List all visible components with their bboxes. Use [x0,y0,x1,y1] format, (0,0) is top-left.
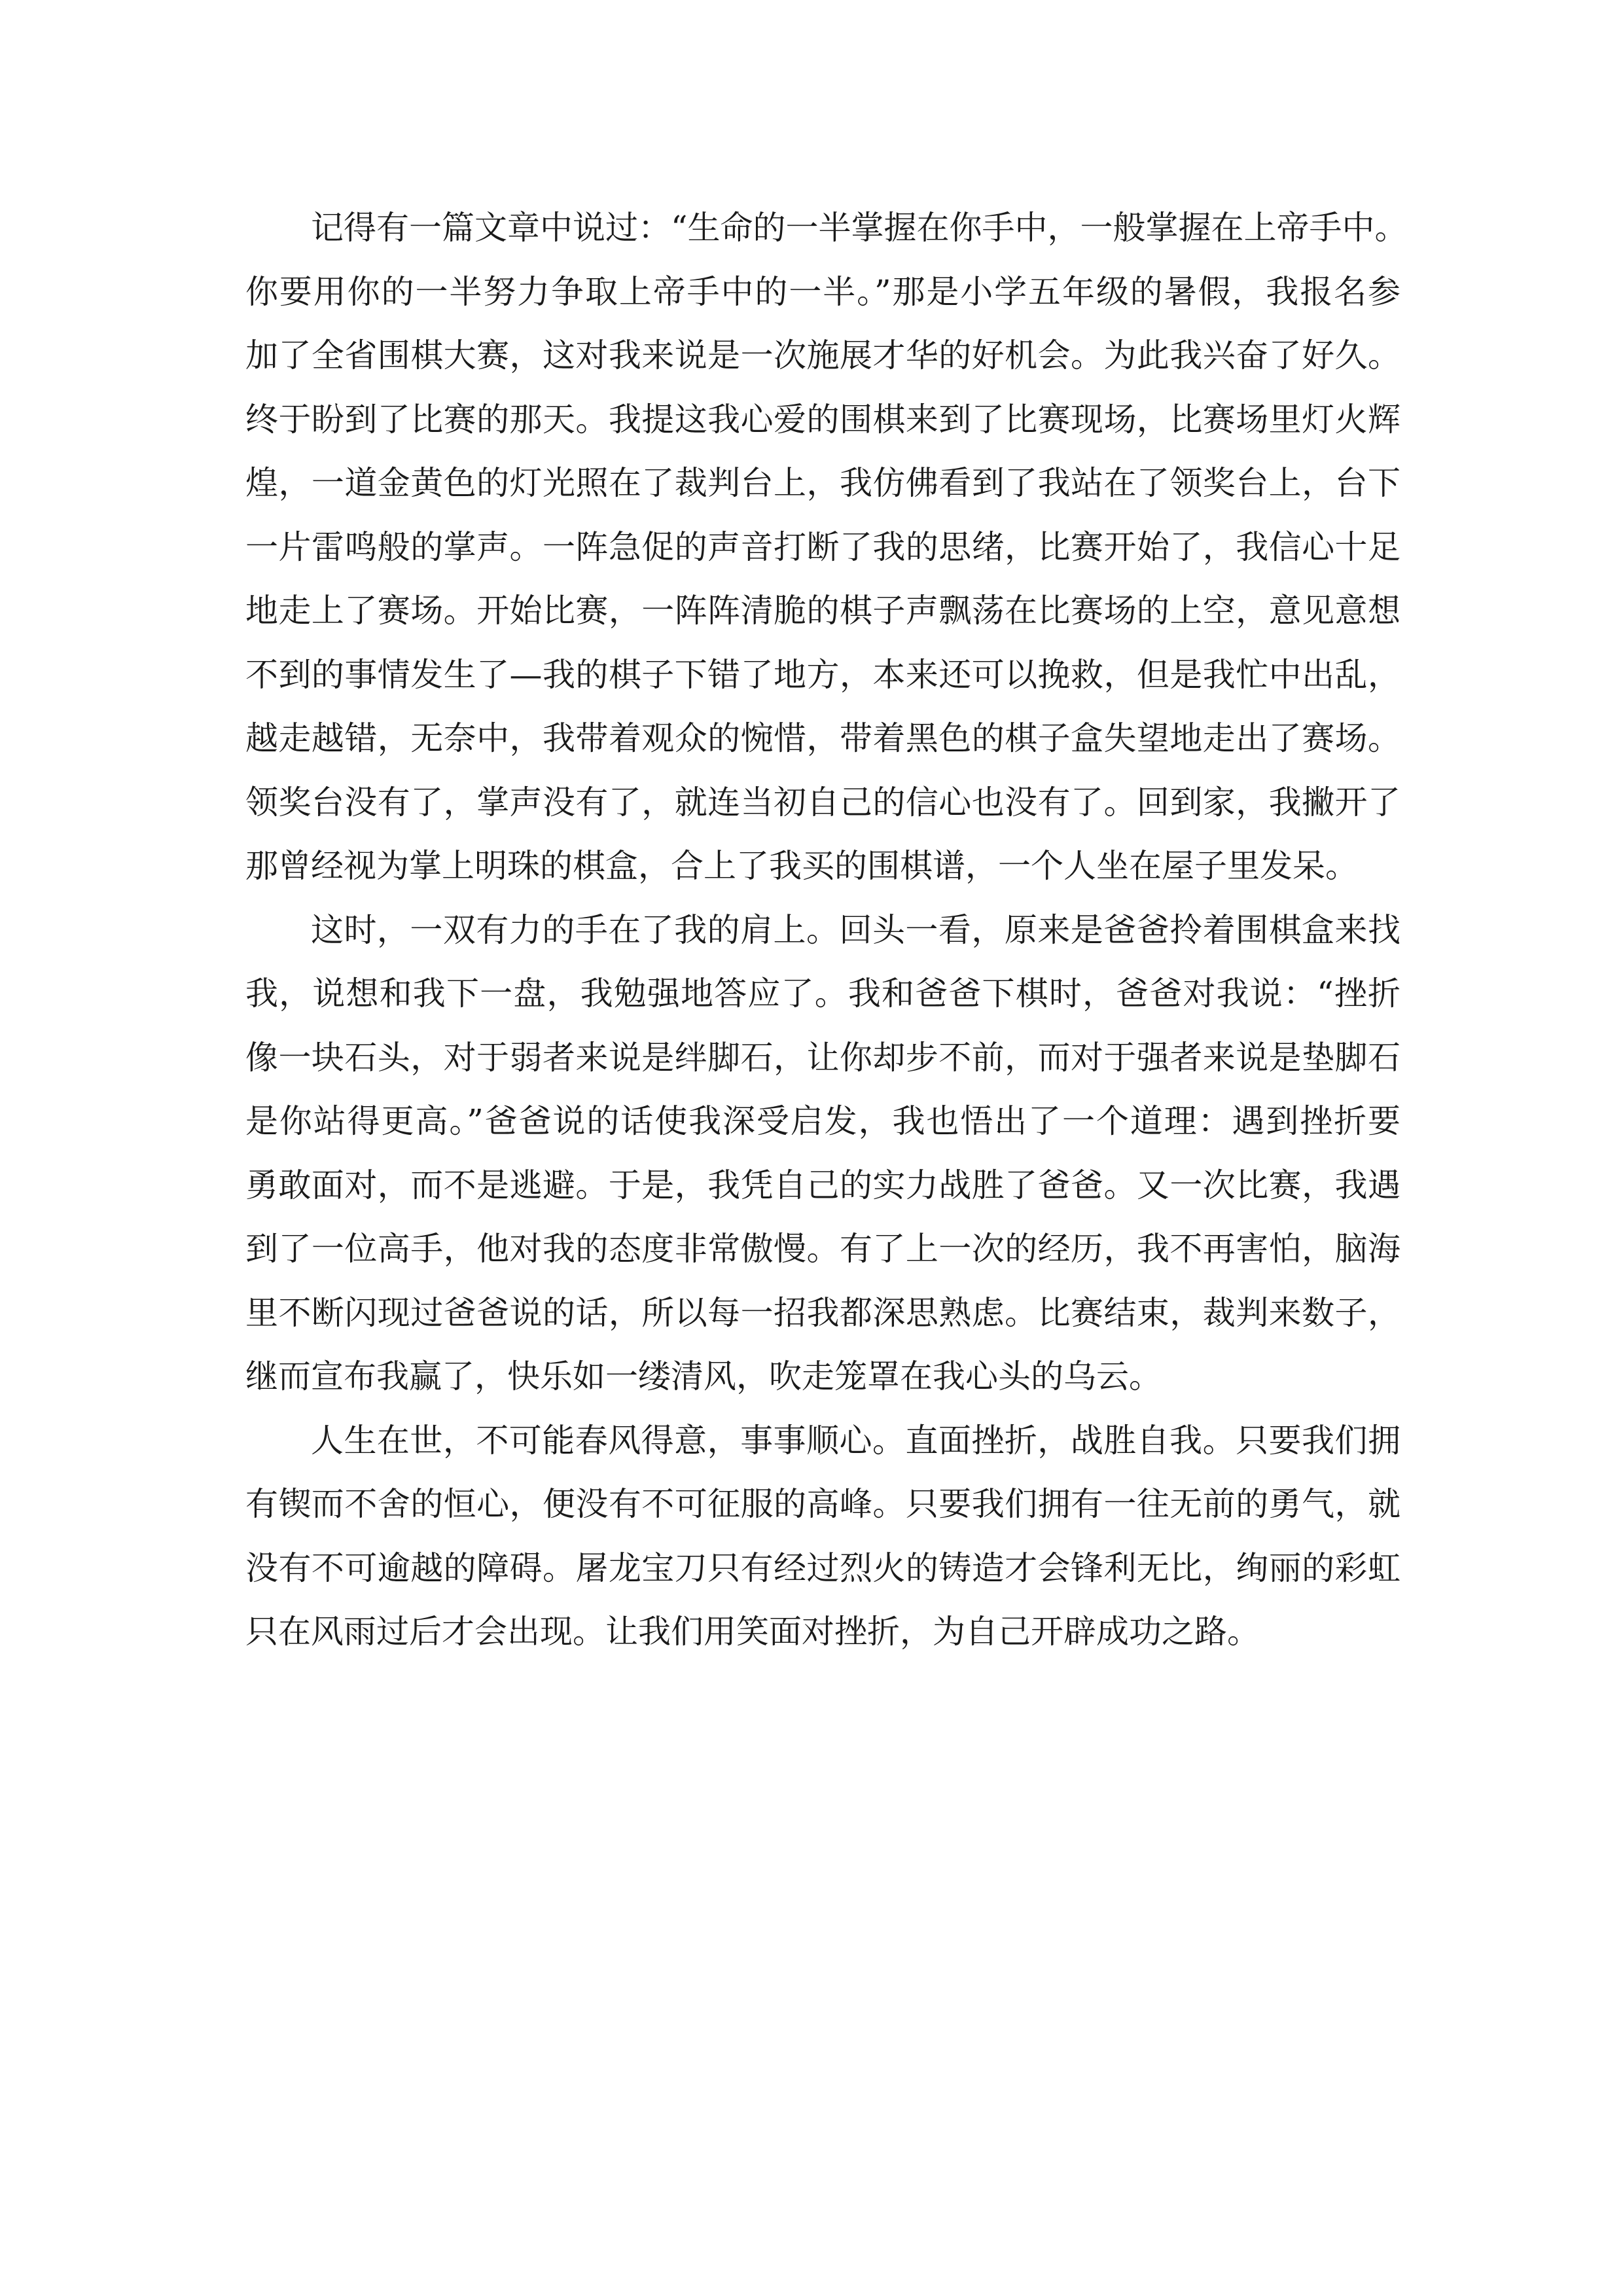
paragraph-2-line-6: 到了一位高手，他对我的态度非常傲慢。有了上一次的经历，我不再害怕，脑海 [245,1230,1400,1268]
paragraph-3-line-1: 人生在世，不可能春风得意，事事顺心。直面挫折，战胜自我。只要我们拥 [311,1421,1400,1460]
paragraph-2-line-7: 里不断闪现过爸爸说的话，所以每一招我都深思熟虑。比赛结束，裁判来数子， [245,1293,1400,1332]
paragraph-1-line-9: 越走越错，无奈中，我带着观众的惋惜，带着黑色的棋子盒失望地走出了赛场。 [245,719,1400,757]
paragraph-3-line-4: 只在风雨过后才会出现。让我们用笑面对挫折，为自己开辟成功之路。 [245,1613,1260,1651]
paragraph-1-line-11: 那曾经视为掌上明珠的棋盒，合上了我买的围棋谱，一个人坐在屋子里发呆。 [245,847,1358,885]
paragraph-1-line-7: 地走上了赛场。开始比赛，一阵阵清脆的棋子声飘荡在比赛场的上空，意见意想 [245,592,1400,630]
paragraph-1-line-4: 终于盼到了比赛的那天。我提这我心爱的围棋来到了比赛现场，比赛场里灯火辉 [245,400,1400,439]
paragraph-3-line-2: 有锲而不舍的恒心，便没有不可征服的高峰。只要我们拥有一往无前的勇气，就 [245,1485,1400,1523]
paragraph-1-line-6: 一片雷鸣般的掌声。一阵急促的声音打断了我的思绪，比赛开始了，我信心十足 [245,528,1400,566]
paragraph-1-line-2: 你要用你的一半努力争取上帝手中的一半。”那是小学五年级的暑假，我报名参 [245,272,1400,311]
article-body [245,196,1408,1664]
paragraph-2-line-4: 是你站得更高。”爸爸说的话使我深受启发，我也悟出了一个道理：遇到挫折要 [245,1102,1400,1140]
paragraph-1-line-8: 不到的事情发生了—我的棋子下错了地方，本来还可以挽救，但是我忙中出乱， [245,655,1400,694]
paragraph-2-line-2: 我，说想和我下一盘，我勉强地答应了。我和爸爸下棋时，爸爸对我说：“挫折 [245,975,1400,1013]
paragraph-2-line-3: 像一块石头，对于弱者来说是绊脚石，让你却步不前，而对于强者来说是垫脚石 [245,1038,1400,1077]
paragraph-2-line-1: 这时，一双有力的手在了我的肩上。回头一看，原来是爸爸拎着围棋盒来找 [311,910,1400,949]
paragraph-3-line-3: 没有不可逾越的障碍。屠龙宝刀只有经过烈火的铸造才会锋利无比，绚丽的彩虹 [245,1549,1400,1587]
paragraph-2-line-8: 继而宣布我赢了，快乐如一缕清风，吹走笼罩在我心头的乌云。 [245,1357,1162,1395]
paragraph-1-line-3: 加了全省围棋大赛，这对我来说是一次施展才华的好机会。为此我兴奋了好久。 [245,336,1400,374]
paragraph-1-line-1: 记得有一篇文章中说过：“生命的一半掌握在你手中，一般掌握在上帝手中。 [311,209,1408,247]
paragraph-2-line-5: 勇敢面对，而不是逃避。于是，我凭自己的实力战胜了爸爸。又一次比赛，我遇 [245,1166,1400,1204]
paragraph-1-line-10: 领奖台没有了，掌声没有了，就连当初自己的信心也没有了。回到家，我撇开了 [245,783,1400,821]
paragraph-1-line-5: 煌，一道金黄色的灯光照在了裁判台上，我仿佛看到了我站在了领奖台上，台下 [245,464,1400,502]
